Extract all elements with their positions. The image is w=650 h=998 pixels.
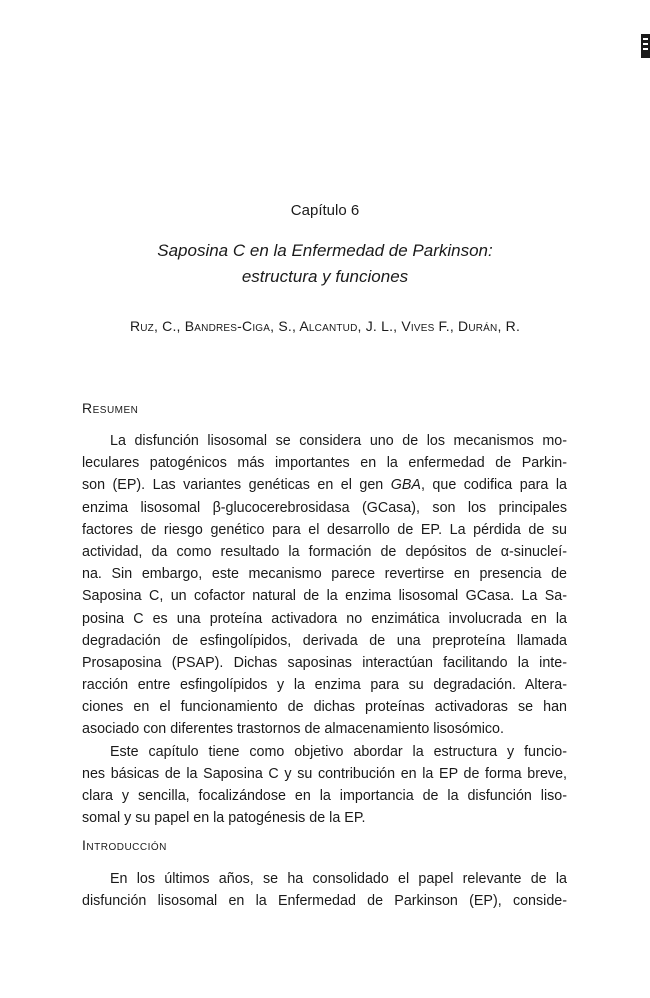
resumen-line: asociado con diferentes trastornos de almacenamiento lisosómico.	[82, 721, 504, 738]
page-edge-tab-icon	[641, 34, 650, 58]
chapter-title	[0, 238, 650, 290]
introduccion-line: En los últimos años, se ha consolidado el papel relevante de la	[110, 871, 567, 887]
resumen-line: son (EP). Las variantes genéticas en el gen GBA, que codifica para la	[82, 477, 567, 494]
resumen-line: racción entre esfingolípidos y la enzima para su degradación. Altera-	[82, 677, 567, 694]
chapter-authors: Ruz, C., Bandres-Ciga, S., Alcantud, J. L., Vives F., Durán, R.	[129, 318, 521, 334]
chapter-label: Capítulo 6	[290, 202, 360, 219]
resumen-line: Saposina C, un cofactor natural de la enzima lisosomal GCasa. La Sa-	[82, 588, 567, 605]
chapter-title-line: Saposina C en la Enfermedad de Parkinson:	[157, 241, 493, 260]
resumen-line: leculares patogénicos más importantes en la enfermedad de Parkin-	[82, 455, 567, 472]
resumen-line: na. Sin embargo, este mecanismo parece revertirse en presencia de	[82, 566, 567, 583]
resumen-line: actividad, da como resultado la formación de depósitos de α-sinucleí-	[82, 543, 567, 560]
resumen-line: Este capítulo tiene como objetivo abordar la estructura y funcio-	[110, 743, 567, 760]
resumen-line: Prosaposina (PSAP). Dichas saposinas interactúan facilitando la inte-	[82, 654, 567, 671]
resumen-line: ciones en el funcionamiento de dichas proteínas activadoras se han	[82, 699, 567, 716]
resumen-line: nes básicas de la Saposina C y su contribución en la EP de forma breve,	[82, 765, 567, 782]
chapter-title-line: estructura y funciones	[241, 267, 409, 286]
resumen-body	[82, 430, 567, 829]
resumen-line: posina C es una proteína activadora no enzimática involucrada en la	[82, 610, 567, 627]
resumen-line: La disfunción lisosomal se considera uno de los mecanismos mo-	[110, 433, 567, 449]
resumen-line: clara y sencilla, focalizándose en la importancia de la disfunción liso-	[82, 788, 567, 804]
resumen-line: enzima lisosomal β-glucocerebrosidasa (GCasa), son los principales	[82, 499, 567, 516]
introduccion-line: disfunción lisosomal en la Enfermedad de Parkinson (EP), conside-	[82, 893, 567, 910]
introduccion-body	[82, 868, 567, 912]
resumen-heading: Resumen	[82, 400, 139, 416]
resumen-line: factores de riesgo genético para el desarrollo de EP. La pérdida de su	[82, 521, 567, 538]
resumen-line: somal y su papel en la patogénesis de la EP.	[82, 810, 366, 827]
resumen-line: degradación de esfingolípidos, derivada de una preproteína llamada	[82, 632, 567, 649]
introduccion-heading: Introducción	[82, 837, 167, 853]
